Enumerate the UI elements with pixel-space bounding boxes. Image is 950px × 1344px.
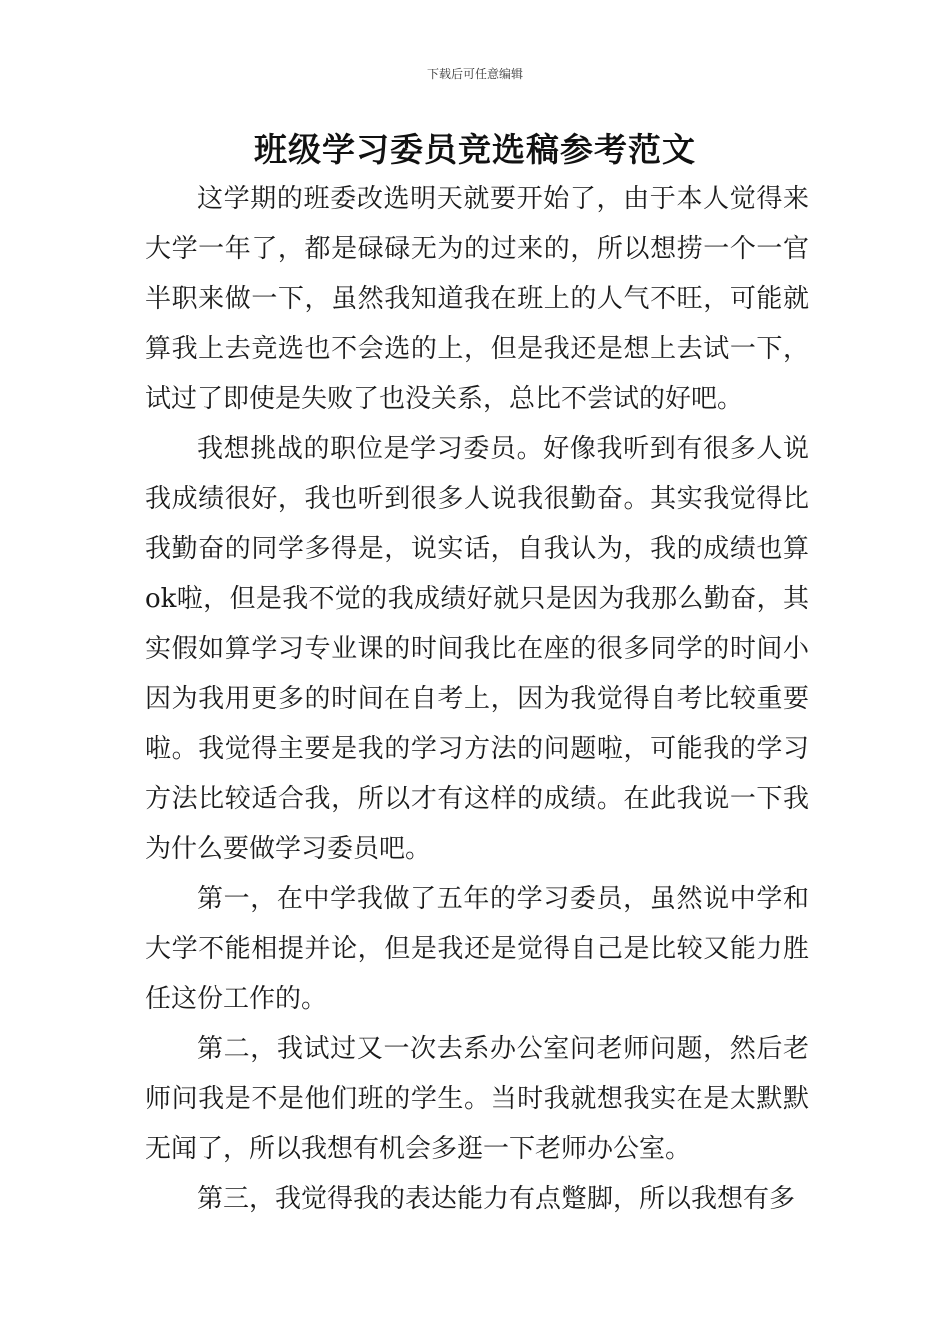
paragraph: 我想挑战的职位是学习委员。好像我听到有很多人说我成绩很好，我也听到很多人说我很勤奋。其实我觉得比我勤奋的同学多得是，说实话，自我认为，我的成绩也算ok啦，但是我不觉的我成绩好就只是因为我那么勤奋，其实假如算学习专业课的时间我比在座的很多同学的时间小因为我用更多的时间在自考上，因为我觉得自考比较重要啦。我觉得主要是我的学习方法的问题啦，可能我的学习方法比较适合我，所以才有这样的成绩。在此我说一下我为什么要做学习委员吧。: [145, 434, 809, 864]
header-note: 下载后可任意编辑: [426, 67, 523, 81]
document-title: 班级学习委员竞选稿参考范文: [254, 130, 696, 169]
paragraph: 第二，我试过又一次去系办公室问老师问题，然后老师问我是不是他们班的学生。当时我就想我实在是太默默无闻了，所以我想有机会多逛一下老师办公室。: [145, 1034, 809, 1164]
paragraph: 第三，我觉得我的表达能力有点蹩脚，所以我想有多: [197, 1184, 796, 1214]
paragraph: 这学期的班委改选明天就要开始了，由于本人觉得来大学一年了，都是碌碌无为的过来的，所以想捞一个一官半职来做一下，虽然我知道我在班上的人气不旺，可能就算我上去竞选也不会选的上，但是我还是想上去试一下，试过了即使是失败了也没关系，总比不尝试的好吧。: [145, 184, 809, 414]
document-body: [145, 174, 809, 1224]
paragraph: 第一，在中学我做了五年的学习委员，虽然说中学和大学不能相提并论，但是我还是觉得自己是比较又能力胜任这份工作的。: [145, 884, 809, 1014]
